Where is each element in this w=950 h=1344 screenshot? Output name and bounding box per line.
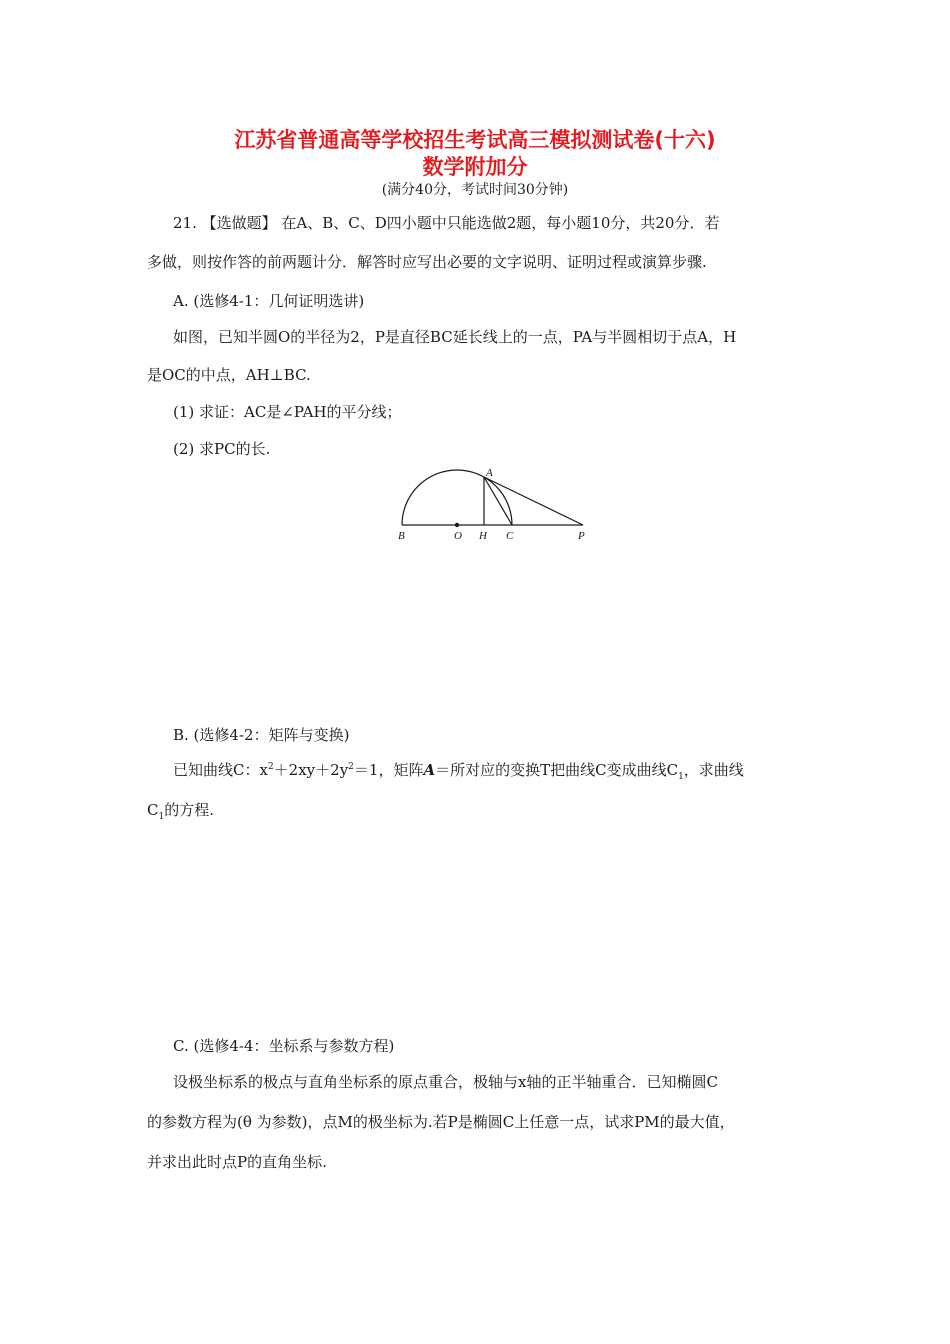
center-point-o: [455, 523, 459, 527]
label-o: O: [454, 530, 462, 542]
problem-c-stem-1: 设极坐标系的极点与直角坐标系的原点重合，极轴与x轴的正半轴重合．已知椭圆C: [173, 1073, 718, 1091]
problem-b-stem-2: $C_1$的方程.: [147, 801, 214, 822]
label-h: H: [479, 530, 487, 542]
semicircle-tangent-figure: [390, 462, 600, 546]
problem-a-question-2: (2) 求PC的长.: [173, 440, 271, 458]
problem-b-stem-1: 已知曲线C：$x^2+2xy+2y^2=1$，矩阵A＝所对应的变换T把曲线C变成曲线$C_1$，求曲线: [173, 761, 744, 782]
label-p: P: [578, 530, 585, 542]
problem-a-stem-2: 是OC的中点，AH⊥BC.: [147, 366, 311, 384]
label-c: C: [506, 530, 514, 542]
problem-a-heading: A. (选修4-1：几何证明选讲): [173, 292, 365, 310]
intro-line-2: 多做，则按作答的前两题计分．解答时应写出必要的文字说明、证明过程或演算步骤.: [147, 253, 707, 271]
problem-c-stem-3: 并求出此时点P的直角坐标.: [147, 1153, 327, 1171]
exam-title: 江苏省普通高等学校招生考试高三模拟测试卷(十六): [234, 128, 716, 152]
problem-a-stem-1: 如图，已知半圆O的半径为2，P是直径BC延长线上的一点，PA与半圆相切于点A，H: [173, 328, 737, 346]
matrix-symbol: A: [423, 761, 436, 779]
problem-c-heading: C. (选修4-4：坐标系与参数方程): [173, 1037, 395, 1055]
problem-a-question-1: (1) 求证：AC是∠PAH的平分线；: [173, 403, 402, 421]
problem-b-heading: B. (选修4-2：矩阵与变换): [173, 726, 350, 744]
problem-c-stem-2: 的参数方程为(θ 为参数)，点M的极坐标为.若P是椭圆C上任意一点，试求PM的最大值，: [147, 1113, 735, 1131]
exam-subtitle: 数学附加分: [422, 155, 528, 179]
tangent-pa: [484, 477, 583, 525]
intro-line-1: 21. 【选做题】 在A、B、C、D四小题中只能选做2题，每小题10分，共20分．若: [173, 214, 720, 232]
label-a: A: [486, 467, 493, 479]
label-b: B: [398, 530, 405, 542]
exam-note: (满分40分，考试时间30分钟): [381, 182, 569, 198]
